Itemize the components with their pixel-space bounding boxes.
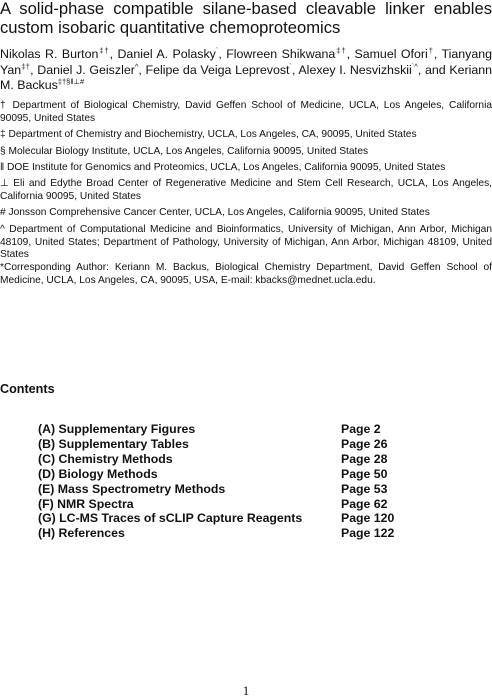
author: Daniel J. Geiszler^ [37, 61, 139, 77]
author: Flowreen Shikwana‡† [226, 46, 347, 61]
paper-title: A solid-phase compatible silane-based cleavable linker enables custom isobaric quantitative chemoproteomics [0, 0, 492, 37]
author: Nikolas R. Burton‡† [0, 46, 110, 61]
page-number: 1 [242, 683, 250, 698]
author: Daniel A. Polasky` [117, 46, 219, 61]
affiliation: ǁ DOE Institute for Genomics and Proteomics, UCLA, Los Angeles, California 90095, United States [0, 161, 446, 173]
table-of-contents [38, 422, 438, 541]
affiliations [0, 100, 492, 292]
toc-item: (H) References Page 122 [38, 526, 395, 541]
toc-item: (F) NMR Spectra Page 62 [38, 496, 388, 511]
affiliation: § Molecular Biology Institute, UCLA, Los Angeles, California 90095, United States [0, 145, 369, 157]
affiliation: # Jonsson Comprehensive Cancer Center, UCLA, Los Angeles, California 90095, United States [0, 207, 430, 219]
affiliation: ‡ Department of Chemistry and Biochemistry, UCLA, Los Angeles, CA, 90095, United States [0, 129, 417, 141]
corresponding-author: *Corresponding Author: Keriann M. Backus, Biological Chemistry Department, David Geffen School of Medicine, UCLA, Los Angeles, CA, 90095, USA, E-mail: kbacks@mednet.ucla.edu. [0, 262, 492, 287]
author: Keriann M. Backus$^{\ddagger\dagger\S ǁ\perp\#}$ [0, 62, 492, 92]
toc-item: (B) Supplementary Tables Page 26 [38, 436, 388, 451]
toc-item: (A) Supplementary Figures Page 2 [38, 422, 381, 436]
author: Tianyang Yan‡† [0, 47, 492, 77]
toc-item: (G) LC-MS Traces of sCLIP Capture Reagents Page 120 [38, 511, 395, 526]
author: Felipe da Veiga Leprevost` [145, 61, 292, 77]
author: Samuel Ofori† [354, 46, 434, 61]
toc-item: (C) Chemistry Methods Page 28 [38, 451, 388, 466]
contents-heading: Contents [0, 382, 55, 396]
affiliation: † Department of Biological Chemistry, David Geffen School of Medicine, UCLA, Los Angeles, California 90095, United States [0, 100, 492, 124]
toc-item: (E) Mass Spectrometry Methods Page 53 [38, 481, 388, 496]
author: Alexey I. Nesvizhskii`^ [298, 61, 418, 77]
author-list: Nikolas R. Burton‡†, Daniel A. Polasky`, Flowreen Shikwana‡†, Samuel Ofori†, Tianyang Yan‡†, Daniel J. Geiszler^, Felipe da Veiga Leprevost`, Alexey I. Nesvizhskii`^, and Keriann M. Backus$^{\ddagger\dagger\S ǁ\perp\#}$ [0, 46, 492, 92]
toc-item: (D) Biology Methods Page 50 [38, 466, 388, 481]
affiliation: ⊥ Eli and Edythe Broad Center of Regenerative Medicine and Stem Cell Research, UCLA, Los Angeles, California 90095, United States [0, 178, 492, 202]
affiliation: ^ Department of Computational Medicine and Bioinformatics, University of Michigan, Ann Arbor, Michigan 48109, United States; Department of Pathology, University of Michigan, Ann Arbor, Michigan 48109, United States [0, 223, 492, 261]
